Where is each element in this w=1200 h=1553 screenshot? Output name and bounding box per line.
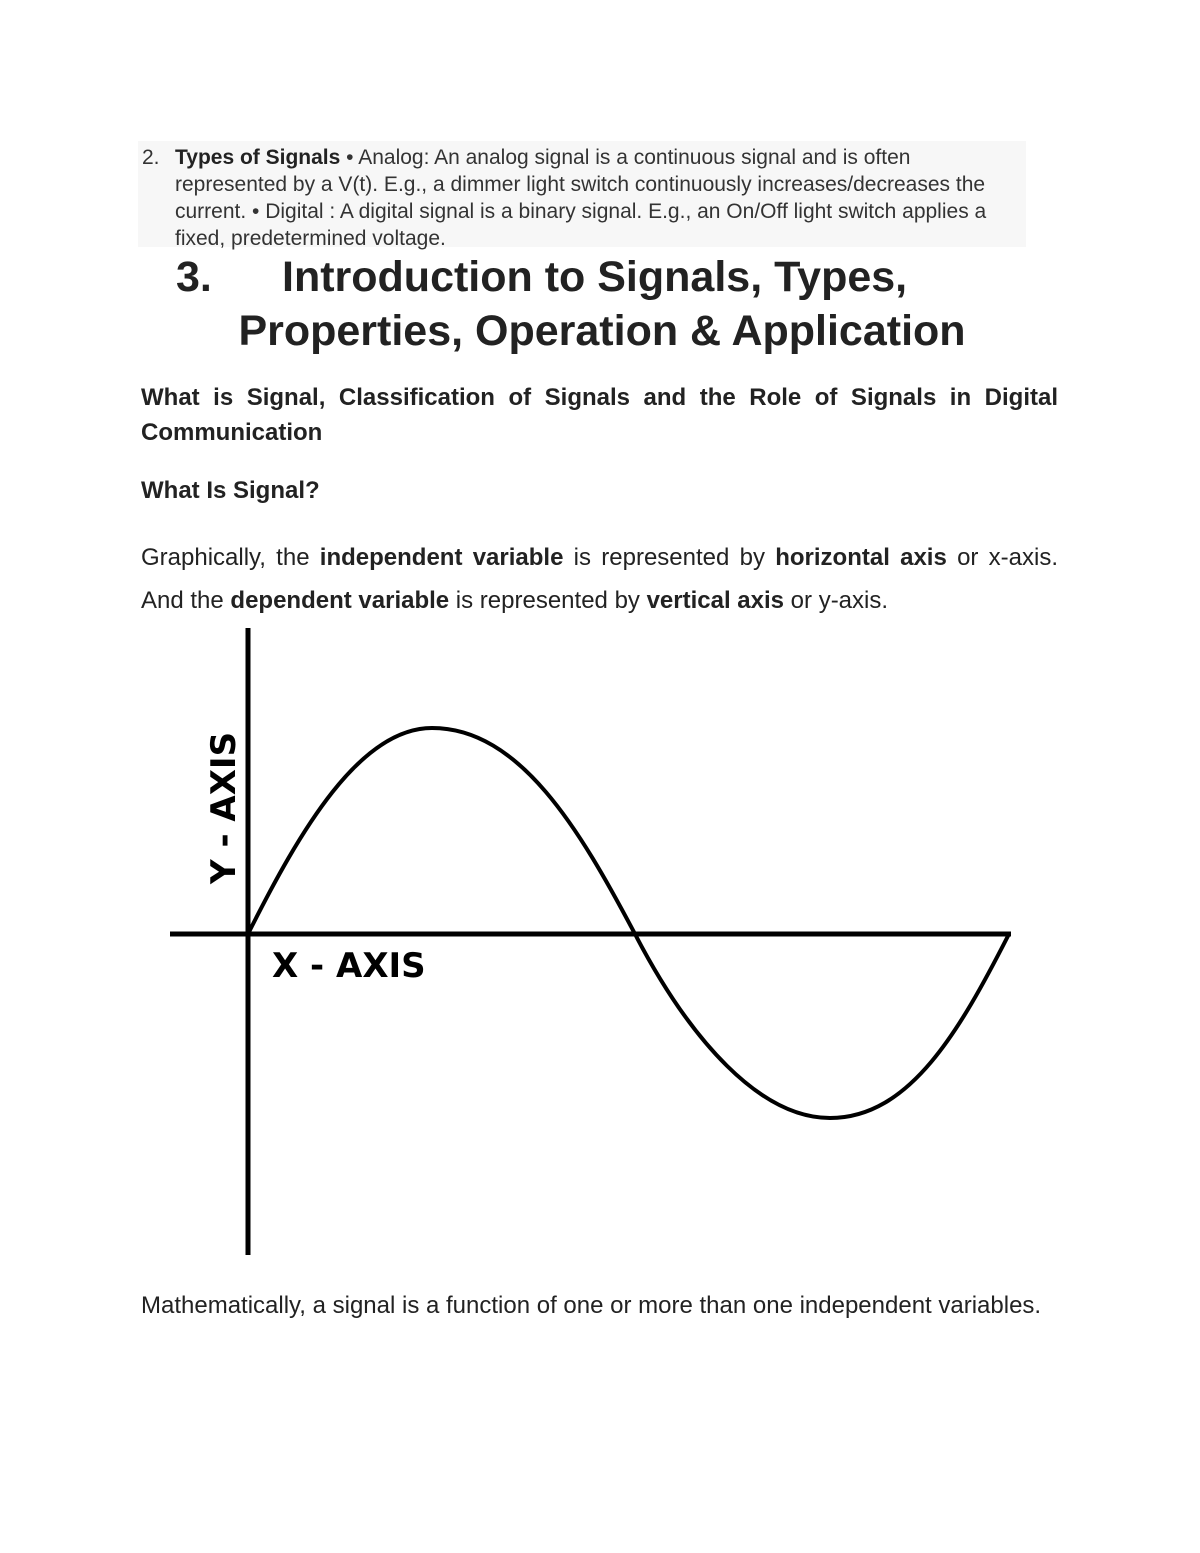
- sine-wave-curve: [248, 728, 1009, 1118]
- list-item-number: 2.: [142, 146, 160, 169]
- page-title-line2: Properties, Operation & Application: [238, 307, 966, 355]
- section-subheading: What Is Signal?: [141, 477, 320, 504]
- para1-bold-vertical: vertical axis: [646, 587, 785, 614]
- section-heading: What is Signal, Classification of Signals and the Role of Signals in Digital Communication: [141, 384, 1058, 446]
- para1-text-3: or x-axis. And the: [141, 544, 1059, 614]
- paragraph-mathematically: Mathematically, a signal is a function of one or more than one independent variables.: [141, 1292, 1042, 1319]
- heading-number: 3.: [176, 253, 212, 301]
- list-item-body: • Analog: An analog signal is a continuous signal and is often represented by a V(t). E.g., a dimmer light switch continuously increases/decreases the current. • Digital : A digital signal is a binary signal. E.g., an On/Off light switch applies a fixed, predetermined voltage.: [175, 146, 987, 250]
- para1-bold-dependent: dependent variable: [230, 587, 450, 614]
- para1-text-5: or y-axis.: [784, 587, 889, 614]
- page-title-line1: Introduction to Signals, Types,: [282, 253, 908, 301]
- y-axis-label: Y - AXIS: [204, 731, 244, 884]
- para1-bold-horizontal: horizontal axis: [775, 544, 947, 571]
- para1-text-1: Graphically, the: [141, 544, 320, 571]
- list-item-title: Types of Signals: [175, 146, 341, 169]
- para1-bold-independent: independent variable: [319, 544, 564, 571]
- x-axis-label: X - AXIS: [272, 946, 426, 986]
- para1-text-2: is represented by: [563, 544, 776, 571]
- para1-text-4: is represented by: [449, 587, 647, 614]
